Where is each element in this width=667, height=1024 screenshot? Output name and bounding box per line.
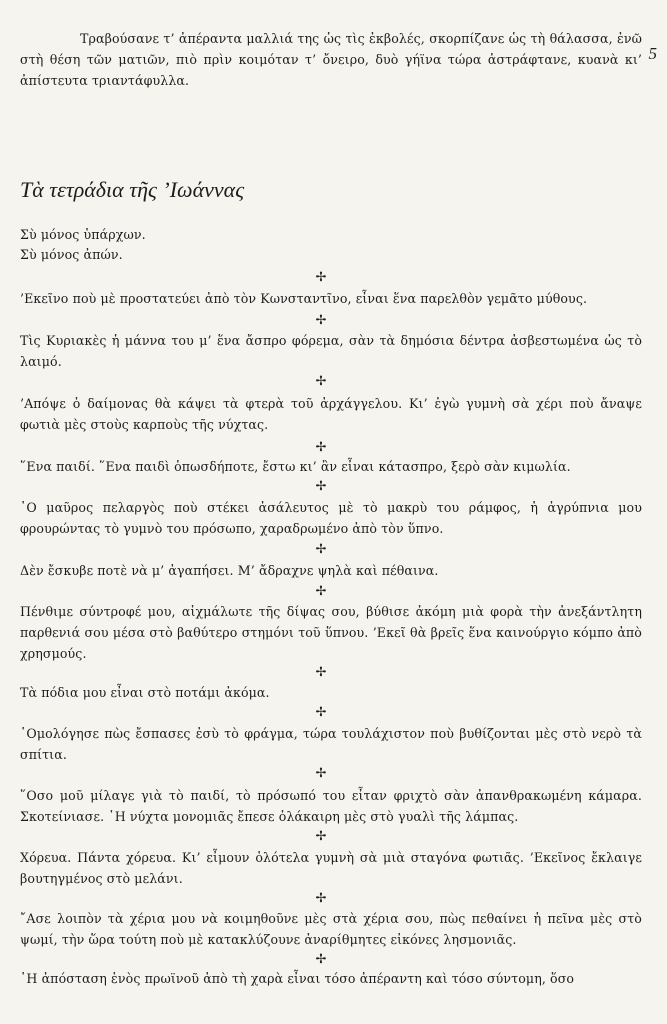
star-separator-icon: ✢ — [315, 584, 327, 599]
star-separator-icon: ✢ — [315, 829, 327, 844]
fragment-paragraph: ῾Ο μαῦρος πελαργὸς ποὺ στέκει ἀσάλευτος μὲ τὸ μακρὺ του ράμφος, ἡ ἀγρύπνια μου φρουρώντας τὸ γυμνὸ του πρόσωπο, χαραδρωμένο ἀπὸ τὸν ὕπνο. — [20, 500, 642, 537]
fragment-paragraph: Χόρευα. Πάντα χόρευα. Κι’ εἶμουν ὁλότελα γυμνὴ σὰ μιὰ σταγόνα φωτιᾶς. ’Εκεῖνος ἔκλαιγε βουτηγμένος στὸ μελάνι. — [20, 850, 642, 887]
star-separator-icon: ✢ — [315, 665, 327, 680]
star-separator-icon: ✢ — [315, 313, 327, 328]
fragment-paragraph: ῾Η ἀπόσταση ἑνὸς πρωϊνοῦ ἀπὸ τὴ χαρὰ εἶναι τόσο ἀπέραντη καὶ τόσο σύντομη, ὅσο — [20, 971, 575, 986]
fragment-paragraph: Τὰ πόδια μου εἶναι στὸ ποτάμι ἀκόμα. — [20, 685, 270, 700]
fragment-paragraph: ῎Ασε λοιπὸν τὰ χέρια μου νὰ κοιμηθοῦνε μὲς στὰ χέρια σου, πὼς πεθαίνει ἡ πεῖνα μὲς στὸ ψωμί, τὴν ὥρα τούτη ποὺ μὲ κατακλύζουνε ἀναρίθμητες εἰκόνες λησμονιᾶς. — [20, 911, 642, 948]
fragment-paragraph: ῞Ενα παιδί. ῞Ενα παιδὶ ὁπωσδήποτε, ἔστω κι’ ἂν εἶναι κάτασπρο, ξερὸ σὰν κιμωλία. — [20, 459, 571, 474]
verse-line: Σὺ μόνος ὑπάρχων. — [20, 227, 146, 242]
opening-paragraph: Τραβούσανε τ’ ἀπέραντα μαλλιά της ὡς τὶς ἐκβολές, σκορπίζανε ὡς τὴ θάλασσα, ἐνῶ στὴ θέση τῶν ματιῶν, πιὸ πρὶν κοιμόταν τ’ ὄνειρο, δυὸ γήϊνα τώρα ἀστράφτανε, κυανὰ κι’ ἀπίστευτα τριαντάφυλλα. — [20, 31, 642, 89]
star-separator-icon: ✢ — [315, 705, 327, 720]
page-number: 5 — [648, 44, 657, 63]
fragment-paragraph: ῾Ομολόγησε πὼς ἔσπασες ἐσὺ τὸ φράγμα, τώρα τουλάχιστον ποὺ βυθίζονται μὲς στὸ νερὸ τὰ σπίτια. — [20, 726, 642, 763]
star-separator-icon: ✢ — [315, 891, 327, 906]
star-separator-icon: ✢ — [315, 270, 327, 285]
fragment-paragraph: Τὶς Κυριακὲς ἡ μάννα του μ’ ἕνα ἄσπρο φόρεμα, σὰν τὰ δημόσια δέντρα ἀσβεστωμένα ὡς τὸ λαιμό. — [20, 333, 642, 370]
fragment-paragraph: Δὲν ἔσκυβε ποτὲ νὰ μ’ ἀγαπήσει. Μ’ ἄδραχνε ψηλὰ καὶ πέθαινα. — [20, 563, 439, 578]
star-separator-icon: ✢ — [315, 374, 327, 389]
section-title: Τὰ τετράδια τῆς ’Ιωάννας — [20, 177, 245, 202]
fragment-paragraph: ’Απόψε ὁ δαίμονας θὰ κάψει τὰ φτερὰ τοῦ ἀρχάγγελου. Κι’ ἐγὼ γυμνὴ σὰ χέρι ποὺ ἄναψε φωτιὰ μὲς στοὺς καρποὺς τῆς νύχτας. — [20, 396, 642, 433]
star-separator-icon: ✢ — [315, 542, 327, 557]
fragment-paragraph: ’Εκεῖνο ποὺ μὲ προστατεύει ἀπὸ τὸν Κωνσταντῖνο, εἶναι ἕνα παρελθὸν γεμᾶτο μύθους. — [20, 291, 588, 306]
star-separator-icon: ✢ — [315, 766, 327, 781]
fragment-paragraph: ῞Οσο μοῦ μίλαγε γιὰ τὸ παιδί, τὸ πρόσωπό του εἶταν φριχτὸ σὰν ἀπανθρακωμένη κάμαρα. Σκοτείνιασε. ῾Η νύχτα μονομιᾶς ἔπεσε ὁλάκαιρη μὲς στὸ γυαλὶ τῆς λάμπας. — [20, 788, 642, 825]
star-separator-icon: ✢ — [315, 479, 327, 494]
verse-line: Σὺ μόνος ἀπών. — [20, 247, 123, 262]
fragment-paragraph: Πένθιμε σύντροφέ μου, αἰχμάλωτε τῆς δίψας σου, βύθισε ἀκόμη μιὰ φορὰ τὴν ἀνεξάντλητη παρθενιά σου μέσα στὸ βαθύτερο στημόνι τοῦ ὕπνου. ’Εκεῖ θὰ βρεῖς ἕνα καινούργιο κόμπο ἀπὸ χρησμούς. — [20, 604, 642, 662]
star-separator-icon: ✢ — [315, 440, 327, 455]
star-separator-icon: ✢ — [315, 952, 327, 967]
